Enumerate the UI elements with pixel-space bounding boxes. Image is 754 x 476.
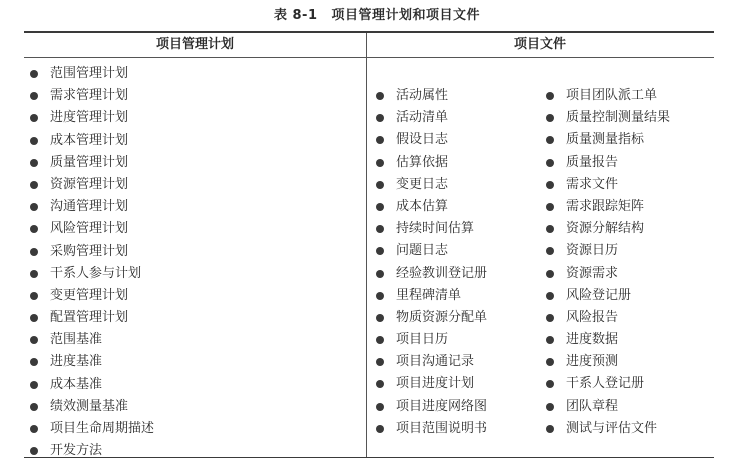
bullet-icon	[546, 336, 554, 344]
document-item-text: 资源日历	[566, 243, 619, 259]
document-item-text: 资源分解结构	[566, 221, 645, 237]
document-item	[370, 396, 487, 418]
bullet-icon	[30, 181, 38, 189]
document-item-text: 资源需求	[566, 265, 619, 281]
plan-item-text: 沟通管理计划	[50, 199, 129, 215]
document-item	[370, 240, 487, 262]
document-item-text: 风险登记册	[566, 287, 632, 303]
document-item-text: 需求跟踪矩阵	[566, 198, 645, 214]
document-item-text: 变更日志	[396, 176, 449, 192]
plan-item-text: 绩效测量基准	[50, 398, 129, 414]
document-item	[370, 285, 487, 307]
bullet-icon	[546, 425, 554, 433]
bullet-icon	[376, 181, 384, 189]
document-item-text: 里程碑清单	[396, 287, 462, 303]
document-item	[540, 129, 670, 151]
document-item	[540, 351, 670, 373]
table-title: 项目管理计划和项目文件	[331, 8, 481, 23]
bullet-icon	[546, 403, 554, 411]
plan-item-text: 资源管理计划	[50, 176, 129, 192]
plan-item-text: 风险管理计划	[50, 221, 129, 237]
bullet-icon	[30, 70, 38, 78]
bullet-icon	[546, 225, 554, 233]
bullet-icon	[30, 425, 38, 433]
document-item-text: 团队章程	[566, 398, 619, 414]
plan-item	[24, 63, 154, 85]
document-item	[370, 351, 487, 373]
document-item	[540, 240, 670, 262]
document-items-list-1	[370, 85, 487, 440]
bullet-icon	[30, 292, 38, 300]
bullet-icon	[546, 92, 554, 100]
plan-item-text: 开发方法	[50, 443, 103, 459]
plan-item	[24, 351, 154, 373]
bullet-icon	[376, 292, 384, 300]
bullet-icon	[30, 248, 38, 256]
document-item-text: 假设日志	[396, 132, 449, 148]
bullet-icon	[376, 92, 384, 100]
bullet-icon	[546, 314, 554, 322]
plan-item	[24, 174, 154, 196]
document-item	[540, 263, 670, 285]
document-item-text: 经验教训登记册	[396, 265, 488, 281]
plan-items-list	[24, 63, 154, 462]
table-number: 表 8-1	[273, 8, 318, 23]
plan-item-text: 采购管理计划	[50, 243, 129, 259]
document-item-text: 干系人登记册	[566, 376, 645, 392]
bullet-icon	[376, 136, 384, 144]
document-item-text: 需求文件	[566, 176, 619, 192]
plan-item-text: 进度管理计划	[50, 110, 129, 126]
plan-item	[24, 374, 154, 396]
document-item-text: 项目进度计划	[396, 376, 475, 392]
plan-item	[24, 130, 154, 152]
bullet-icon	[376, 358, 384, 366]
bullet-icon	[546, 247, 554, 255]
document-item	[370, 129, 487, 151]
document-item	[540, 373, 670, 395]
plan-item	[24, 285, 154, 307]
document-item	[540, 396, 670, 418]
table-header-row	[24, 33, 714, 58]
document-item	[370, 196, 487, 218]
plan-item	[24, 440, 154, 462]
document-items-list-2	[540, 85, 670, 440]
column-divider	[366, 33, 367, 457]
document-item-text: 活动清单	[396, 110, 449, 126]
header-project-management-plan: 项目管理计划	[155, 37, 234, 52]
bullet-icon	[546, 181, 554, 189]
plan-item-text: 进度基准	[50, 354, 103, 370]
plan-item	[24, 241, 154, 263]
bullet-icon	[30, 358, 38, 366]
document-item-text: 测试与评估文件	[566, 420, 658, 436]
document-item	[370, 307, 487, 329]
document-item	[370, 107, 487, 129]
bullet-icon	[376, 159, 384, 167]
plan-item-text: 成本管理计划	[50, 132, 129, 148]
plan-item-text: 干系人参与计划	[50, 265, 142, 281]
plan-item	[24, 196, 154, 218]
document-item	[370, 373, 487, 395]
bullet-icon	[376, 425, 384, 433]
document-item	[370, 218, 487, 240]
document-item-text: 质量测量指标	[566, 132, 645, 148]
bullet-icon	[30, 159, 38, 167]
bullet-icon	[30, 137, 38, 145]
bullet-icon	[546, 136, 554, 144]
plan-item-text: 变更管理计划	[50, 287, 129, 303]
bullet-icon	[30, 203, 38, 211]
bullet-icon	[376, 270, 384, 278]
bullet-icon	[30, 114, 38, 122]
bullet-icon	[30, 314, 38, 322]
document-item-text: 项目范围说明书	[396, 420, 488, 436]
bullet-icon	[30, 225, 38, 233]
document-item	[540, 307, 670, 329]
plan-item	[24, 329, 154, 351]
document-item-text: 成本估算	[396, 198, 449, 214]
bullet-icon	[376, 403, 384, 411]
plan-item-text: 项目生命周期描述	[50, 421, 155, 436]
bullet-icon	[376, 114, 384, 122]
bullet-icon	[376, 336, 384, 344]
document-item	[540, 174, 670, 196]
header-project-documents: 项目文件	[513, 37, 566, 52]
bullet-icon	[546, 380, 554, 388]
document-item-text: 进度数据	[566, 332, 619, 348]
bullet-icon	[376, 225, 384, 233]
plan-documents-table	[24, 31, 714, 458]
bullet-icon	[546, 270, 554, 278]
plan-item	[24, 263, 154, 285]
bullet-icon	[546, 292, 554, 300]
bullet-icon	[30, 403, 38, 411]
plan-item-text: 需求管理计划	[50, 88, 129, 104]
document-item-text: 进度预测	[566, 354, 619, 370]
document-item-text: 项目日历	[396, 332, 449, 348]
bullet-icon	[546, 203, 554, 211]
document-item-text: 风险报告	[566, 309, 619, 325]
bullet-icon	[30, 381, 38, 389]
document-item-text: 问题日志	[396, 243, 449, 259]
bullet-icon	[376, 203, 384, 211]
bullet-icon	[30, 270, 38, 278]
document-item-text: 活动属性	[396, 88, 449, 103]
table-caption	[0, 4, 754, 23]
bullet-icon	[30, 336, 38, 344]
bullet-icon	[546, 114, 554, 122]
document-item	[540, 218, 670, 240]
bullet-icon	[546, 358, 554, 366]
plan-item-text: 范围管理计划	[50, 66, 129, 81]
document-item	[540, 329, 670, 351]
plan-item	[24, 418, 154, 440]
bullet-icon	[546, 159, 554, 167]
document-item	[370, 174, 487, 196]
document-item-text: 项目进度网络图	[396, 398, 488, 414]
document-item-text: 项目团队派工单	[566, 88, 658, 103]
plan-item-text: 范围基准	[50, 332, 103, 348]
bullet-icon	[376, 247, 384, 255]
document-item	[540, 285, 670, 307]
document-item	[370, 85, 487, 107]
document-item	[540, 152, 670, 174]
document-item	[540, 107, 670, 129]
plan-item	[24, 396, 154, 418]
plan-item	[24, 107, 154, 129]
plan-item	[24, 218, 154, 240]
document-item-text: 质量控制测量结果	[566, 110, 671, 126]
document-item-text: 估算依据	[396, 154, 449, 170]
document-item-text: 质量报告	[566, 154, 619, 170]
document-item-text: 持续时间估算	[396, 221, 475, 237]
bullet-icon	[376, 314, 384, 322]
document-item-text: 物质资源分配单	[396, 309, 488, 325]
document-item	[370, 329, 487, 351]
plan-item	[24, 152, 154, 174]
plan-item-text: 配置管理计划	[50, 310, 129, 326]
plan-item-text: 质量管理计划	[50, 154, 129, 170]
plan-item-text: 成本基准	[50, 376, 103, 392]
document-item	[370, 418, 487, 440]
plan-item	[24, 85, 154, 107]
bullet-icon	[30, 92, 38, 100]
document-item	[540, 418, 670, 440]
bullet-icon	[376, 380, 384, 388]
document-item	[540, 196, 670, 218]
document-item-text: 项目沟通记录	[396, 354, 475, 370]
document-item	[370, 152, 487, 174]
document-item	[370, 263, 487, 285]
document-item	[540, 85, 670, 107]
bullet-icon	[30, 447, 38, 455]
plan-item	[24, 307, 154, 329]
